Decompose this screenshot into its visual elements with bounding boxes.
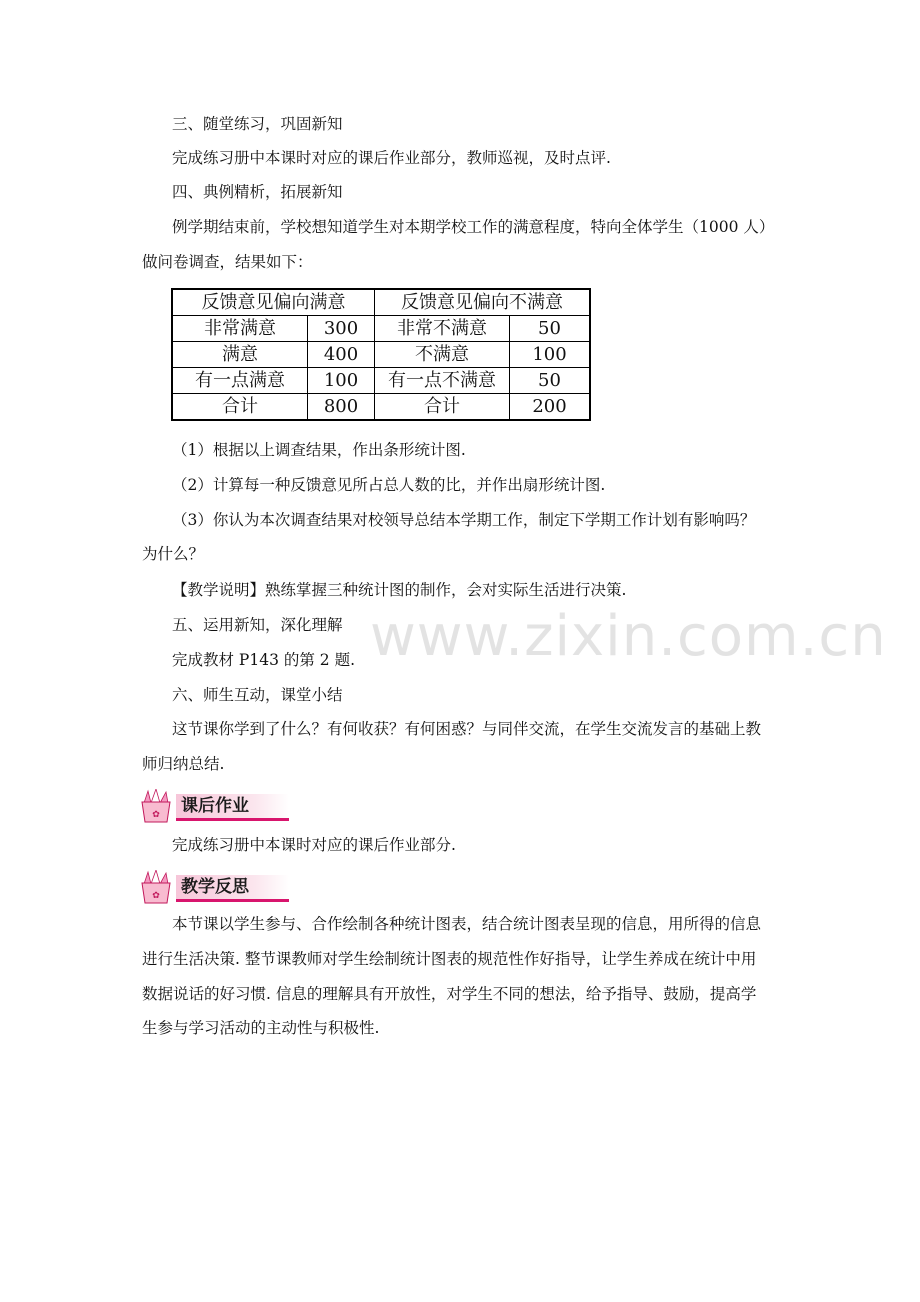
table-cell: 800 (308, 394, 375, 421)
section4-heading: 四、典例精析，拓展新知 (172, 183, 343, 201)
table-cell: 满意 (172, 342, 308, 368)
table-cell: 合计 (172, 394, 308, 421)
example-line-1: 例学期结束前，学校想知道学生对本期学校工作的满意程度，特向全体学生（1000 人） (172, 218, 775, 236)
table-cell: 有一点不满意 (375, 368, 510, 394)
svg-text:✿: ✿ (152, 810, 160, 820)
table-cell: 有一点满意 (172, 368, 308, 394)
table-row (172, 394, 590, 421)
question-2: （2）计算每一种反馈意见所占总人数的比，并作出扇形统计图. (172, 476, 606, 494)
question-1: （1）根据以上调查结果，作出条形统计图. (172, 441, 466, 459)
teaching-note: 【教学说明】熟练掌握三种统计图的制作，会对实际生活进行决策. (172, 581, 627, 599)
homework-badge-title: 课后作业 (176, 794, 289, 821)
table-cell: 合计 (375, 394, 510, 421)
section5-text: 完成教材 P143 的第 2 题. (172, 651, 356, 669)
reflection-badge-title: 教学反思 (176, 875, 289, 902)
section6-line-1: 这节课你学到了什么？有何收获？有何困惑？与同伴交流，在学生交流发言的基础上教 (172, 720, 762, 738)
section6-line-2: 师归纳总结. (142, 755, 225, 773)
reflection-line-1: 本节课以学生参与、合作绘制各种统计图表，结合统计图表呈现的信息，用所得的信息 (172, 915, 762, 933)
table-row (172, 342, 590, 368)
table-cell: 50 (510, 316, 591, 342)
table-cell: 100 (510, 342, 591, 368)
section3-text: 完成练习册中本课时对应的课后作业部分，教师巡视，及时点评. (172, 149, 611, 167)
table-cell: 不满意 (375, 342, 510, 368)
table-cell: 200 (510, 394, 591, 421)
reflection-line-3: 数据说话的好习惯. 信息的理解具有开放性，对学生不同的想法，给予指导、鼓励，提高学 (142, 985, 757, 1003)
pencil-cup-icon (136, 870, 176, 904)
question-3-line-1: （3）你认为本次调查结果对校领导总结本学期工作，制定下学期工作计划有影响吗？ (172, 511, 756, 529)
survey-table (171, 288, 591, 421)
section5-heading: 五、运用新知，深化理解 (172, 616, 343, 634)
table-header-satisfied: 反馈意见偏向满意 (172, 289, 375, 316)
table-header-unsatisfied: 反馈意见偏向不满意 (375, 289, 591, 316)
table-cell: 100 (308, 368, 375, 394)
watermark: www.zixin.com.cn (370, 604, 887, 669)
table-row (172, 368, 590, 394)
table-header-row (172, 289, 590, 316)
example-line-2: 做问卷调查，结果如下： (142, 253, 313, 271)
homework-text: 完成练习册中本课时对应的课后作业部分. (172, 836, 456, 854)
table-cell: 非常满意 (172, 316, 308, 342)
section6-heading: 六、师生互动，课堂小结 (172, 686, 343, 704)
question-3-line-2: 为什么？ (142, 545, 205, 563)
table-cell: 300 (308, 316, 375, 342)
table-row (172, 316, 590, 342)
reflection-line-4: 生参与学习活动的主动性与积极性. (142, 1019, 380, 1037)
table-cell: 50 (510, 368, 591, 394)
table-cell: 非常不满意 (375, 316, 510, 342)
svg-text:✿: ✿ (152, 891, 160, 901)
pencil-cup-icon (136, 789, 176, 823)
table-cell: 400 (308, 342, 375, 368)
section3-heading: 三、随堂练习，巩固新知 (172, 115, 343, 133)
reflection-line-2: 进行生活决策. 整节课教师对学生绘制统计图表的规范性作好指导，让学生养成在统计中用 (142, 950, 757, 968)
